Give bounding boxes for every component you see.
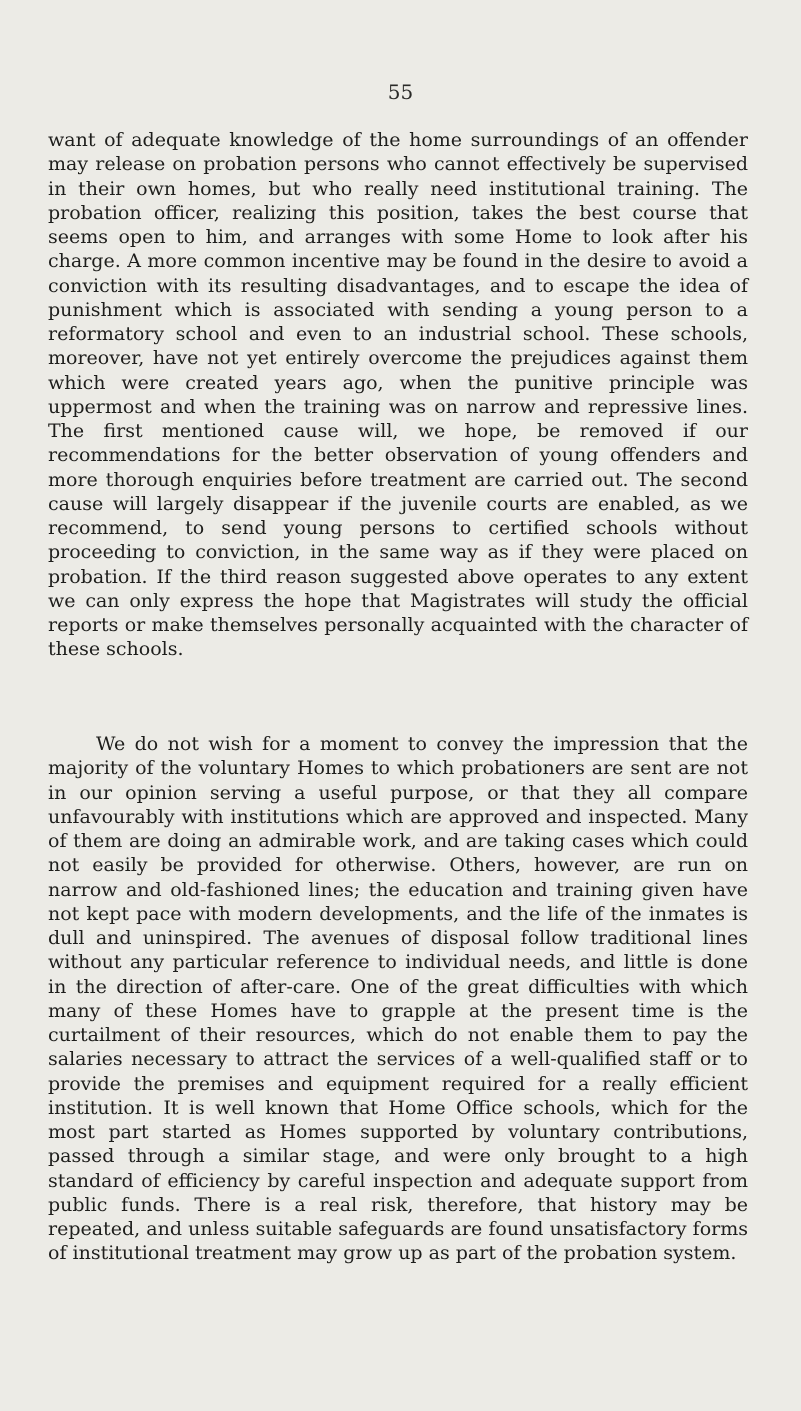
paragraph-1-container — [48, 128, 748, 662]
paragraph-1: want of adequate knowledge of the home surroundings of an offender may release on probation persons who cannot effectively be supervised in their own homes, but who really need institutional training. The probation officer, realizing this position, takes the best course that seems open to him, and arranges with some Home to look after his charge. A more common incentive may be found in the desire to avoid a conviction with its resulting disadvantages, and to escape the idea of punishment which is associated with sending a young person to a reformatory school and even to an industrial school. These schools, moreover, have not yet entirely overcome the prejudices against them which were created years ago, when the punitive principle was uppermost and when the training was on narrow and repressive lines. The first mentioned cause will, we hope, be removed if our recommendations for the better observation of young offenders and more thorough enquiries before treatment are carried out. The second cause will largely disappear if the juvenile courts are enabled, as we recommend, to send young persons to certified schools without proceeding to conviction, in the same way as if they were placed on probation. If the third reason suggested above operates to any extent we can only express the hope that Magistrates will study the official reports or make themselves personally acquainted with the character of these schools. — [48, 129, 748, 661]
page-number: 55 — [387, 80, 414, 104]
paragraph-2: We do not wish for a moment to convey the impression that the majority of the voluntary Homes to which probationers are sent are not in our opinion serving a useful purpose, or that they all compare unfavourably with institutions which are approved and inspected. Many of them are doing an admirable work, and are taking cases which could not easily be provided for otherwise. Others, however, are run on narrow and old-fashioned lines; the education and training given have not kept pace with modern developments, and the life of the inmates is dull and uninspired. The avenues of disposal follow traditional lines without any particular reference to individual needs, and little is done in the direction of after-care. One of the great difficulties with which many of these Homes have to grapple at the present time is the curtailment of their resources, which do not enable them to pay the salaries necessary to attract the services of a well-qualified staff or to provide the premises and equipment required for a really efficient institution. It is well known that Home Office schools, which for the most part started as Homes supported by voluntary contributions, passed through a similar stage, and were only brought to a high standard of efficiency by careful inspection and adequate support from public funds. There is a real risk, therefore, that history may be repeated, and unless suitable safeguards are found unsatisfactory forms of institutional treatment may grow up as part of the probation system. — [48, 733, 748, 1265]
paragraph-2-container — [48, 732, 748, 1266]
